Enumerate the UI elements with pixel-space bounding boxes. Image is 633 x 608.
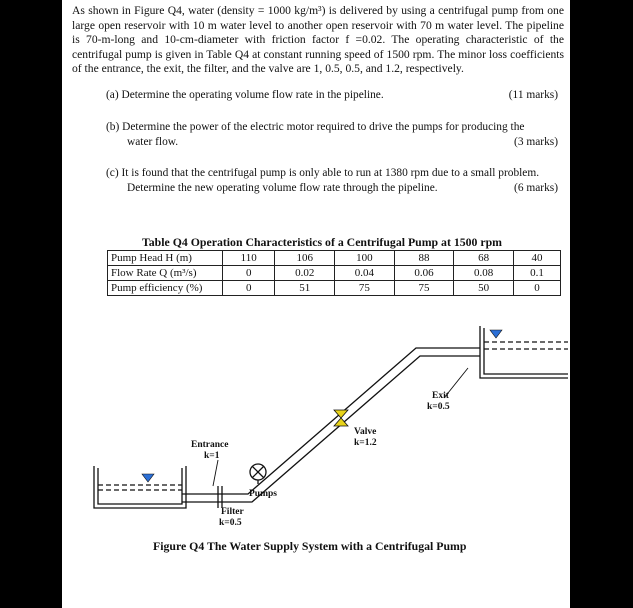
table-cell: 0.02 xyxy=(275,266,335,281)
lower-water-level-icon xyxy=(142,474,154,482)
question-a xyxy=(106,88,558,103)
question-b-line1: (b) Determine the power of the electric motor required to drive the pumps for producing the xyxy=(106,121,525,133)
row-label-efficiency: Pump efficiency (%) xyxy=(108,281,223,296)
question-b-line2: water flow. xyxy=(127,135,179,148)
row-label-flow: Flow Rate Q (m³/s) xyxy=(108,266,223,281)
table-row-flow xyxy=(108,266,561,281)
entrance-k: k=1 xyxy=(204,451,220,461)
lower-reservoir xyxy=(94,466,186,508)
table-cell: 0.1 xyxy=(513,266,560,281)
entrance-label: Entrance xyxy=(191,440,229,450)
table-title: Table Q4 Operation Characteristics of a Centrifugal Pump at 1500 rpm xyxy=(142,235,502,249)
exit-label: Exit xyxy=(432,391,449,401)
table-cell: 51 xyxy=(275,281,335,296)
table-cell: 100 xyxy=(335,251,395,266)
table-cell: 0 xyxy=(513,281,560,296)
exit-k: k=0.5 xyxy=(427,402,450,412)
question-b-marks: (3 marks) xyxy=(514,135,558,148)
question-c-marks: (6 marks) xyxy=(514,181,558,194)
table-cell: 0.06 xyxy=(394,266,454,281)
table-cell: 106 xyxy=(275,251,335,266)
filter-icon xyxy=(218,486,222,508)
table-cell: 68 xyxy=(454,251,514,266)
upper-water-level-icon xyxy=(490,330,502,338)
table-cell: 0.04 xyxy=(335,266,395,281)
figure-caption: Figure Q4 The Water Supply System with a Centrifugal Pump xyxy=(153,539,467,553)
table-cell: 0.08 xyxy=(454,266,514,281)
question-a-marks: (11 marks) xyxy=(508,89,558,101)
table-cell: 40 xyxy=(513,251,560,266)
pumps-label: Pumps xyxy=(249,489,277,499)
table-cell: 0 xyxy=(223,281,275,296)
pump-characteristics-table xyxy=(107,250,561,296)
filter-label: Filter xyxy=(221,507,244,517)
document-page xyxy=(62,0,570,608)
table-cell: 50 xyxy=(454,281,514,296)
table-row-head xyxy=(108,251,561,266)
valve-k: k=1.2 xyxy=(354,438,377,448)
problem-statement: As shown in Figure Q4, water (density = 1000 kg/m³) is delivered by using a centrifugal pump from one large open reservoir with 10 m water level to another open reservoir with 70 m water level. The pipeline is 70-m-long and 10-cm-diameter with friction factor f =0.02. The operating characteristic of the centrifugal pump is given in Table Q4 at constant running speed of 1500 rpm. The minor loss coefficients of the entrance, the exit, the filter, and the valve are 1, 0.5, 0.5, and 1.2, respectively. xyxy=(72,4,564,76)
question-c xyxy=(106,166,558,195)
table-cell: 88 xyxy=(394,251,454,266)
valve-label: Valve xyxy=(354,427,377,437)
table-cell: 75 xyxy=(335,281,395,296)
question-c-line1: (c) It is found that the centrifugal pump is only able to run at 1380 rpm due to a small problem. xyxy=(106,167,540,179)
table-row-efficiency xyxy=(108,281,561,296)
water-supply-diagram xyxy=(62,300,570,535)
question-a-text: (a) Determine the operating volume flow rate in the pipeline. xyxy=(106,89,384,101)
table-cell: 0 xyxy=(223,266,275,281)
table-cell: 110 xyxy=(223,251,275,266)
table-cell: 75 xyxy=(394,281,454,296)
question-b xyxy=(106,120,558,149)
question-c-line2: Determine the new operating volume flow rate through the pipeline. xyxy=(127,181,438,194)
pipeline xyxy=(182,348,480,502)
filter-k: k=0.5 xyxy=(219,518,242,528)
entrance-leader xyxy=(213,460,218,486)
row-label-head: Pump Head H (m) xyxy=(108,251,223,266)
